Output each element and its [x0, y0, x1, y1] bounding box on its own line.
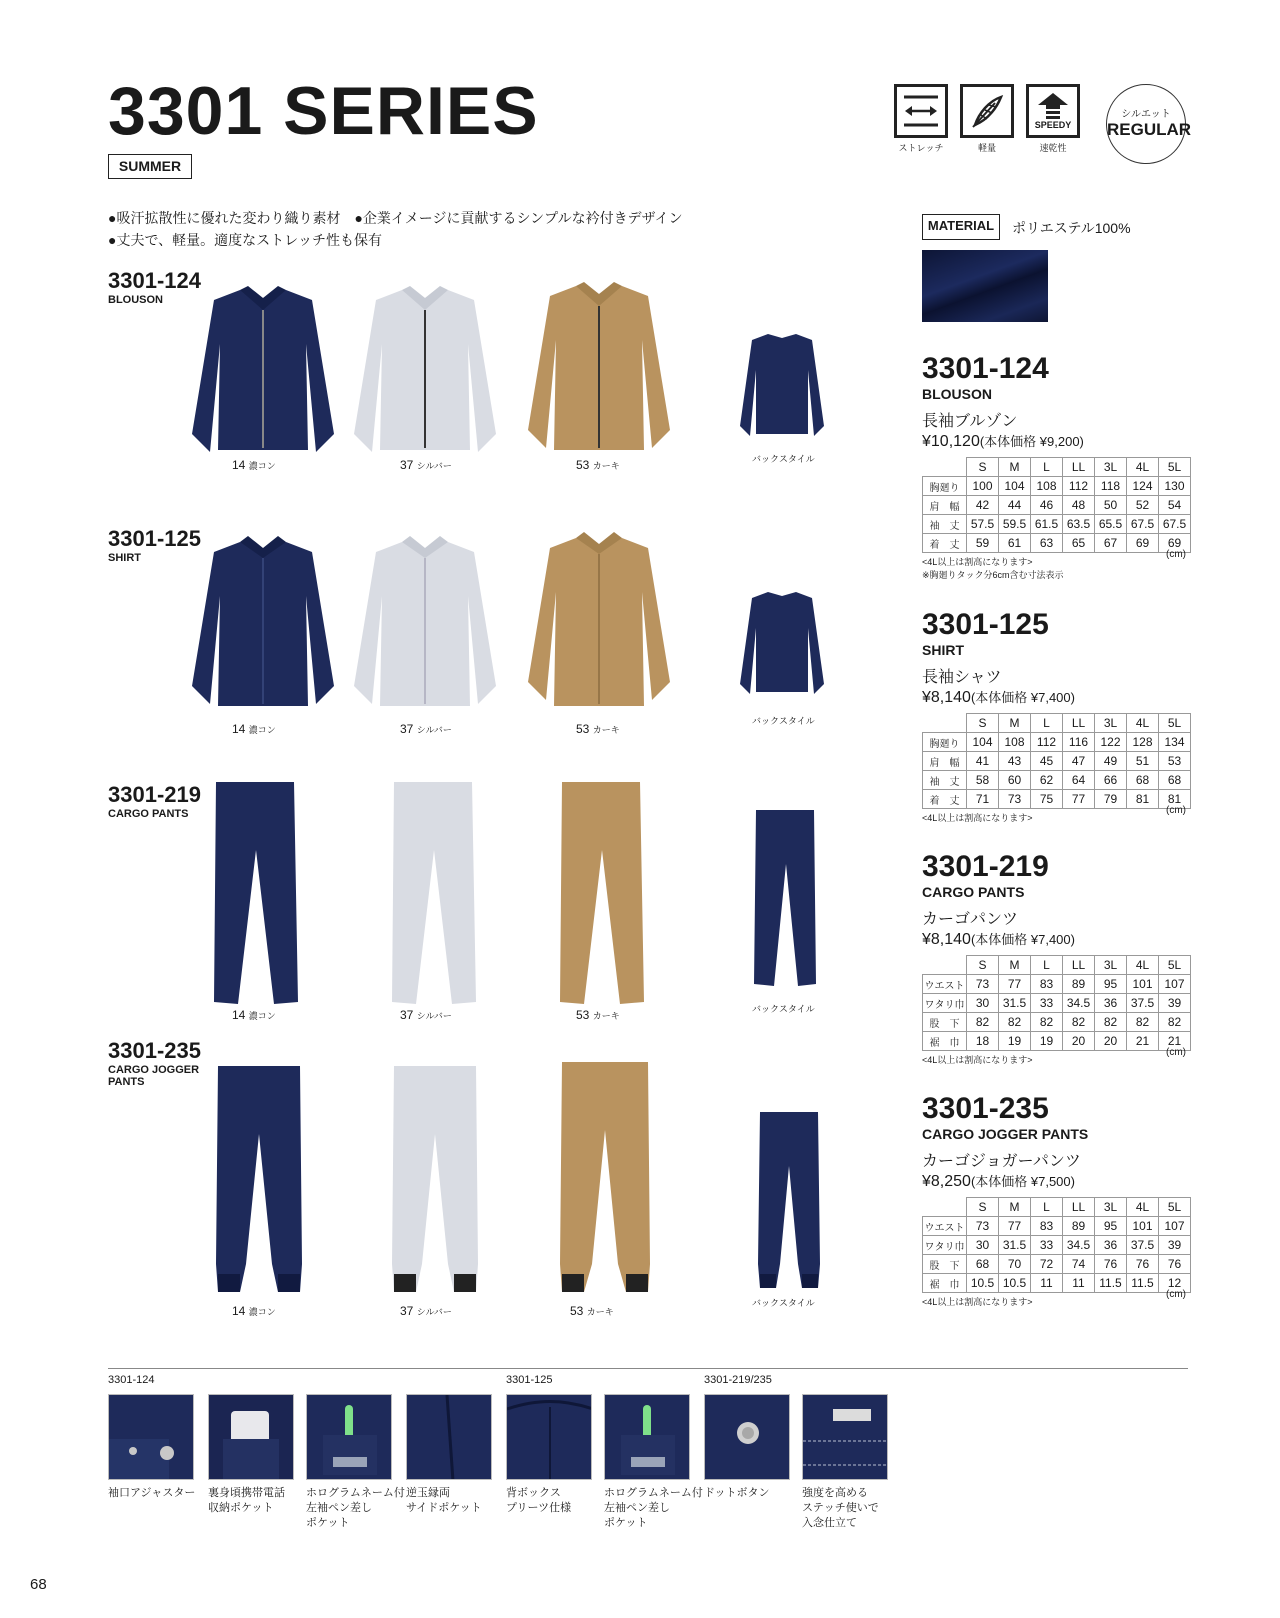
caption-125-53: 53 カーキ: [576, 722, 620, 736]
size-header-cell: 4L: [1127, 714, 1159, 733]
detail-image-phone-pocket: [208, 1394, 294, 1480]
size-value-cell: 20: [1063, 1032, 1095, 1051]
size-value-cell: 82: [967, 1013, 999, 1032]
size-header-cell: L: [1031, 956, 1063, 975]
material-text: ポリエステル100%: [1012, 220, 1131, 236]
size-value-cell: 95: [1095, 975, 1127, 994]
size-value-cell: 44: [999, 496, 1031, 515]
size-value-cell: 69: [1127, 534, 1159, 553]
size-value-cell: 122: [1095, 733, 1127, 752]
jogger-back-image: [756, 1110, 822, 1290]
size-value-cell: 57.5: [967, 515, 999, 534]
product-panel-235: [922, 1092, 1191, 1308]
size-value-cell: 41: [967, 752, 999, 771]
fabric-swatch: [922, 250, 1048, 322]
size-value-cell: 77: [1063, 790, 1095, 809]
size-value-cell: 45: [1031, 752, 1063, 771]
row-label-124: 3301-124 BLOUSON: [108, 268, 201, 306]
detail-image-hologram-pocket: [306, 1394, 392, 1480]
size-note: <4L以上は割高になります>: [922, 557, 1033, 567]
size-header-cell: M: [999, 714, 1031, 733]
shirt-silver-image: [350, 536, 500, 716]
size-value-cell: 43: [999, 752, 1031, 771]
detail-caption-back-pleat: 背ボックス プリーツ仕様: [506, 1487, 572, 1514]
detail-caption-dot-button: ドットボタン: [704, 1487, 770, 1499]
size-row: [923, 752, 1191, 771]
size-value-cell: 76: [1095, 1255, 1127, 1274]
product-name-ja: 長袖シャツ: [922, 669, 1002, 686]
product-panel-219: [922, 850, 1191, 1066]
size-row: [923, 790, 1191, 809]
shirt-navy-image: [188, 536, 338, 716]
size-value-cell: 19: [999, 1032, 1031, 1051]
size-value-cell: 104: [967, 733, 999, 752]
caption-219-14: 14 濃コン: [232, 1008, 276, 1022]
silhouette-value: REGULAR: [1107, 120, 1192, 139]
size-value-cell: 36: [1095, 994, 1127, 1013]
size-value-cell: 50: [1095, 496, 1127, 515]
size-value-cell: 82: [1031, 1013, 1063, 1032]
size-value-cell: 112: [1031, 733, 1063, 752]
feature-line-2: ●丈夫で、軽量。適度なストレッチ性も保有: [108, 232, 383, 248]
size-header-row: [923, 714, 1191, 733]
feather-icon: [960, 84, 1014, 138]
size-value-cell: 36: [1095, 1236, 1127, 1255]
size-note: <4L以上は割高になります>: [922, 1055, 1033, 1065]
stretch-caption: ストレッチ: [898, 143, 944, 153]
size-header-cell: 3L: [1095, 714, 1127, 733]
size-value-cell: 73: [967, 975, 999, 994]
blouson-back-image: [738, 330, 826, 440]
product-panel-125: [922, 608, 1191, 824]
size-header-cell: LL: [1063, 714, 1095, 733]
size-value-cell: 77: [999, 975, 1031, 994]
product-type: BLOUSON: [922, 386, 992, 402]
size-header-cell: M: [999, 458, 1031, 477]
size-row-label: ワタリ巾: [923, 994, 967, 1013]
unit-label: (cm): [1166, 805, 1186, 816]
size-value-cell: 124: [1127, 477, 1159, 496]
size-value-cell: 61: [999, 534, 1031, 553]
size-value-cell: 79: [1095, 790, 1127, 809]
size-row-label: 着 丈: [923, 534, 967, 553]
blouson-khaki-image: [524, 280, 674, 460]
size-value-cell: 68: [1127, 771, 1159, 790]
size-value-cell: 49: [1095, 752, 1127, 771]
speedy-label: SPEEDY: [1034, 120, 1072, 130]
size-value-cell: 62: [1031, 771, 1063, 790]
size-value-cell: 134: [1159, 733, 1191, 752]
size-value-cell: 101: [1127, 1217, 1159, 1236]
size-value-cell: 47: [1063, 752, 1095, 771]
jogger-silver-image: [388, 1064, 482, 1296]
size-header-cell: 5L: [1159, 1198, 1191, 1217]
size-value-cell: 118: [1095, 477, 1127, 496]
size-value-cell: 65.5: [1095, 515, 1127, 534]
product-type: SHIRT: [922, 642, 964, 658]
size-header-row: [923, 956, 1191, 975]
size-note-2: ※胸廻りタック分6cm含む寸法表示: [922, 570, 1064, 580]
size-header-cell: S: [967, 956, 999, 975]
detail-caption-side-pocket: 逆玉縁両 サイドポケット: [406, 1487, 482, 1514]
size-header-cell: 3L: [1095, 1198, 1127, 1217]
product-price: ¥10,120(本体価格 ¥9,200): [922, 433, 1084, 450]
size-row: [923, 496, 1191, 515]
jogger-navy-image: [212, 1064, 306, 1296]
size-row-label: 裾 巾: [923, 1274, 967, 1293]
size-value-cell: 73: [999, 790, 1031, 809]
unit-label: (cm): [1166, 549, 1186, 560]
size-header-cell: LL: [1063, 458, 1095, 477]
size-value-cell: 60: [999, 771, 1031, 790]
size-header-cell: S: [967, 714, 999, 733]
product-code: 3301-219: [922, 850, 1049, 883]
size-row: [923, 994, 1191, 1013]
size-value-cell: 76: [1127, 1255, 1159, 1274]
size-header-row: [923, 458, 1191, 477]
unit-label: (cm): [1166, 1289, 1186, 1300]
size-value-cell: 68: [967, 1255, 999, 1274]
size-header-cell: M: [999, 956, 1031, 975]
size-row: [923, 771, 1191, 790]
size-value-cell: 67.5: [1159, 515, 1191, 534]
caption-235-back: バックスタイル: [752, 1298, 815, 1308]
size-value-cell: 10.5: [999, 1274, 1031, 1293]
detail-caption-phone-pocket: 裏身頃携帯電話 収納ポケット: [208, 1487, 285, 1514]
detail-image-back-pleat: [506, 1394, 592, 1480]
product-type: CARGO PANTS: [922, 884, 1025, 900]
size-value-cell: 51: [1127, 752, 1159, 771]
size-row: [923, 975, 1191, 994]
detail-image-hologram-pocket-2: [604, 1394, 690, 1480]
product-panel-124: [922, 352, 1191, 581]
size-value-cell: 83: [1031, 975, 1063, 994]
product-code: 3301-125: [922, 608, 1049, 641]
detail-image-cuff: [108, 1394, 194, 1480]
jogger-khaki-image: [556, 1060, 654, 1296]
size-header-cell: M: [999, 1198, 1031, 1217]
size-value-cell: 100: [967, 477, 999, 496]
size-row: [923, 1255, 1191, 1274]
detail-image-stitch: [802, 1394, 888, 1480]
size-header-cell: L: [1031, 458, 1063, 477]
icon-group-speedy: [1026, 84, 1080, 154]
caption-124-back: バックスタイル: [752, 454, 815, 464]
cargo-silver-image: [388, 780, 478, 1006]
size-value-cell: 82: [1095, 1013, 1127, 1032]
caption-124-37: 37 シルバー: [400, 458, 452, 472]
shirt-back-image: [738, 588, 826, 698]
cargo-navy-image: [210, 780, 300, 1006]
row-label-219: 3301-219 CARGO PANTS: [108, 782, 201, 820]
size-row-label: ウエスト: [923, 1217, 967, 1236]
blouson-silver-image: [350, 284, 500, 460]
size-value-cell: 67: [1095, 534, 1127, 553]
size-table: [922, 955, 1191, 1051]
detail-group-219-235: 3301-219/235: [704, 1374, 772, 1386]
size-header-cell: 5L: [1159, 458, 1191, 477]
size-value-cell: 46: [1031, 496, 1063, 515]
caption-235-53: 53 カーキ: [570, 1304, 614, 1318]
detail-group-125: 3301-125: [506, 1374, 553, 1386]
size-value-cell: 61.5: [1031, 515, 1063, 534]
size-row-label: ワタリ巾: [923, 1236, 967, 1255]
product-price: ¥8,140(本体価格 ¥7,400): [922, 689, 1075, 706]
size-value-cell: 52: [1127, 496, 1159, 515]
size-value-cell: 73: [967, 1217, 999, 1236]
size-value-cell: 64: [1063, 771, 1095, 790]
size-row: [923, 1032, 1191, 1051]
icon-group-light: [960, 84, 1014, 154]
size-value-cell: 107: [1159, 1217, 1191, 1236]
caption-125-37: 37 シルバー: [400, 722, 452, 736]
row-label-235: 3301-235 CARGO JOGGER PANTS: [108, 1038, 201, 1088]
size-note: <4L以上は割高になります>: [922, 813, 1033, 823]
size-row-label: 肩 幅: [923, 496, 967, 515]
product-name-ja: カーゴジョガーパンツ: [922, 1153, 1081, 1170]
size-value-cell: 81: [1127, 790, 1159, 809]
size-row-label: 着 丈: [923, 790, 967, 809]
size-header-cell: L: [1031, 1198, 1063, 1217]
size-value-cell: 11.5: [1127, 1274, 1159, 1293]
size-header-cell: L: [1031, 714, 1063, 733]
size-value-cell: 34.5: [1063, 1236, 1095, 1255]
size-value-cell: 11: [1063, 1274, 1095, 1293]
size-value-cell: 72: [1031, 1255, 1063, 1274]
size-row: [923, 1236, 1191, 1255]
product-name-ja: 長袖ブルゾン: [922, 413, 1018, 430]
size-table: [922, 457, 1191, 553]
size-header-row: [923, 1198, 1191, 1217]
size-value-cell: 116: [1063, 733, 1095, 752]
season-badge: SUMMER: [108, 154, 192, 179]
stretch-icon: [894, 84, 948, 138]
size-value-cell: 58: [967, 771, 999, 790]
size-row-label: 胸廻り: [923, 477, 967, 496]
size-header-cell: 5L: [1159, 714, 1191, 733]
size-value-cell: 53: [1159, 752, 1191, 771]
size-value-cell: 89: [1063, 1217, 1095, 1236]
silhouette-label: シルエット: [1121, 109, 1171, 120]
feature-line-1: ●吸汗拡散性に優れた変わり織り素材 ●企業イメージに貢献するシンプルな衿付きデザイン: [108, 210, 683, 226]
size-row-label: 裾 巾: [923, 1032, 967, 1051]
size-value-cell: 11.5: [1095, 1274, 1127, 1293]
page-title: 3301 SERIES: [108, 73, 539, 149]
size-value-cell: 42: [967, 496, 999, 515]
size-value-cell: 108: [1031, 477, 1063, 496]
speedy-caption: 速乾性: [1039, 143, 1067, 153]
size-row: [923, 515, 1191, 534]
size-value-cell: 48: [1063, 496, 1095, 515]
size-value-cell: 39: [1159, 994, 1191, 1013]
size-value-cell: 33: [1031, 994, 1063, 1013]
silhouette-badge: [1106, 84, 1192, 164]
size-value-cell: 20: [1095, 1032, 1127, 1051]
size-value-cell: 75: [1031, 790, 1063, 809]
size-value-cell: 128: [1127, 733, 1159, 752]
size-row: [923, 534, 1191, 553]
size-value-cell: 82: [999, 1013, 1031, 1032]
size-header-cell: 4L: [1127, 458, 1159, 477]
size-value-cell: 76: [1159, 1255, 1191, 1274]
size-header-cell: 3L: [1095, 458, 1127, 477]
size-value-cell: 66: [1095, 771, 1127, 790]
page-number: 68: [30, 1576, 47, 1593]
detail-caption-stitch: 強度を高める ステッチ使いで 入念仕立て: [802, 1487, 879, 1529]
size-value-cell: 83: [1031, 1217, 1063, 1236]
size-value-cell: 31.5: [999, 994, 1031, 1013]
size-row-label: ウエスト: [923, 975, 967, 994]
size-header-cell: 4L: [1127, 1198, 1159, 1217]
product-price: ¥8,250(本体価格 ¥7,500): [922, 1173, 1075, 1190]
size-value-cell: 34.5: [1063, 994, 1095, 1013]
size-header-cell: LL: [1063, 956, 1095, 975]
size-value-cell: 31.5: [999, 1236, 1031, 1255]
size-value-cell: 12: [1159, 1274, 1191, 1293]
size-value-cell: 21: [1127, 1032, 1159, 1051]
size-header-cell: 3L: [1095, 956, 1127, 975]
size-value-cell: 30: [967, 1236, 999, 1255]
detail-caption-cuff: 袖口アジャスター: [108, 1487, 196, 1499]
product-price: ¥8,140(本体価格 ¥7,400): [922, 931, 1075, 948]
size-header-cell: 5L: [1159, 956, 1191, 975]
size-row: [923, 1013, 1191, 1032]
size-value-cell: 82: [1127, 1013, 1159, 1032]
size-header-cell: S: [967, 1198, 999, 1217]
detail-group-124: 3301-124: [108, 1374, 155, 1386]
size-value-cell: 107: [1159, 975, 1191, 994]
detail-image-side-pocket: [406, 1394, 492, 1480]
size-value-cell: 108: [999, 733, 1031, 752]
size-value-cell: 18: [967, 1032, 999, 1051]
size-value-cell: 11: [1031, 1274, 1063, 1293]
size-value-cell: 33: [1031, 1236, 1063, 1255]
product-code: 3301-124: [922, 352, 1049, 385]
product-code: 3301-235: [922, 1092, 1049, 1125]
product-name-ja: カーゴパンツ: [922, 911, 1019, 928]
detail-caption-hologram-pocket: ホログラムネーム付 左袖ペン差し ポケット: [306, 1487, 405, 1529]
caption-219-back: バックスタイル: [752, 1004, 815, 1014]
size-value-cell: 63: [1031, 534, 1063, 553]
size-row-label: 胸廻り: [923, 733, 967, 752]
size-value-cell: 59.5: [999, 515, 1031, 534]
size-header-cell: S: [967, 458, 999, 477]
caption-235-14: 14 濃コン: [232, 1304, 276, 1318]
size-row-label: 袖 丈: [923, 515, 967, 534]
caption-235-37: 37 シルバー: [400, 1304, 452, 1318]
size-value-cell: 104: [999, 477, 1031, 496]
cargo-back-image: [752, 808, 818, 988]
icon-group-stretch: [894, 84, 948, 154]
speedy-icon: [1026, 84, 1080, 138]
size-row: [923, 1274, 1191, 1293]
detail-caption-hologram-pocket-2: ホログラムネーム付 左袖ペン差し ポケット: [604, 1487, 703, 1529]
size-row-label: 肩 幅: [923, 752, 967, 771]
size-value-cell: 37.5: [1127, 994, 1159, 1013]
size-value-cell: 30: [967, 994, 999, 1013]
size-value-cell: 130: [1159, 477, 1191, 496]
size-value-cell: 10.5: [967, 1274, 999, 1293]
size-row: [923, 477, 1191, 496]
product-type: CARGO JOGGER PANTS: [922, 1126, 1089, 1142]
size-value-cell: 63.5: [1063, 515, 1095, 534]
size-table: [922, 1197, 1191, 1293]
caption-124-53: 53 カーキ: [576, 458, 620, 472]
size-value-cell: 69: [1159, 534, 1191, 553]
detail-image-dot-button: [704, 1394, 790, 1480]
shirt-khaki-image: [524, 532, 674, 716]
blouson-navy-image: [188, 284, 338, 460]
size-value-cell: 65: [1063, 534, 1095, 553]
size-value-cell: 59: [967, 534, 999, 553]
size-row: [923, 1217, 1191, 1236]
size-value-cell: 81: [1159, 790, 1191, 809]
size-value-cell: 112: [1063, 477, 1095, 496]
size-value-cell: 70: [999, 1255, 1031, 1274]
material-badge: MATERIAL: [922, 214, 1000, 240]
size-row-label: 股 下: [923, 1255, 967, 1274]
size-header-cell: 4L: [1127, 956, 1159, 975]
size-value-cell: 82: [1063, 1013, 1095, 1032]
caption-125-14: 14 濃コン: [232, 722, 276, 736]
size-header-cell: LL: [1063, 1198, 1095, 1217]
size-row: [923, 733, 1191, 752]
size-value-cell: 101: [1127, 975, 1159, 994]
size-value-cell: 82: [1159, 1013, 1191, 1032]
size-value-cell: 71: [967, 790, 999, 809]
caption-219-53: 53 カーキ: [576, 1008, 620, 1022]
size-row-label: 股 下: [923, 1013, 967, 1032]
caption-124-14: 14 濃コン: [232, 458, 276, 472]
section-divider: [108, 1368, 1188, 1369]
size-table: [922, 713, 1191, 809]
size-row-label: 袖 丈: [923, 771, 967, 790]
row-label-125: 3301-125 SHIRT: [108, 526, 201, 564]
size-value-cell: 89: [1063, 975, 1095, 994]
size-value-cell: 74: [1063, 1255, 1095, 1274]
size-value-cell: 37.5: [1127, 1236, 1159, 1255]
unit-label: (cm): [1166, 1047, 1186, 1058]
size-value-cell: 39: [1159, 1236, 1191, 1255]
caption-219-37: 37 シルバー: [400, 1008, 452, 1022]
size-value-cell: 95: [1095, 1217, 1127, 1236]
light-caption: 軽量: [977, 143, 996, 153]
size-value-cell: 54: [1159, 496, 1191, 515]
size-value-cell: 19: [1031, 1032, 1063, 1051]
size-value-cell: 21: [1159, 1032, 1191, 1051]
caption-125-back: バックスタイル: [752, 716, 815, 726]
size-note: <4L以上は割高になります>: [922, 1297, 1033, 1307]
size-value-cell: 67.5: [1127, 515, 1159, 534]
size-value-cell: 77: [999, 1217, 1031, 1236]
size-value-cell: 68: [1159, 771, 1191, 790]
cargo-khaki-image: [556, 780, 646, 1006]
